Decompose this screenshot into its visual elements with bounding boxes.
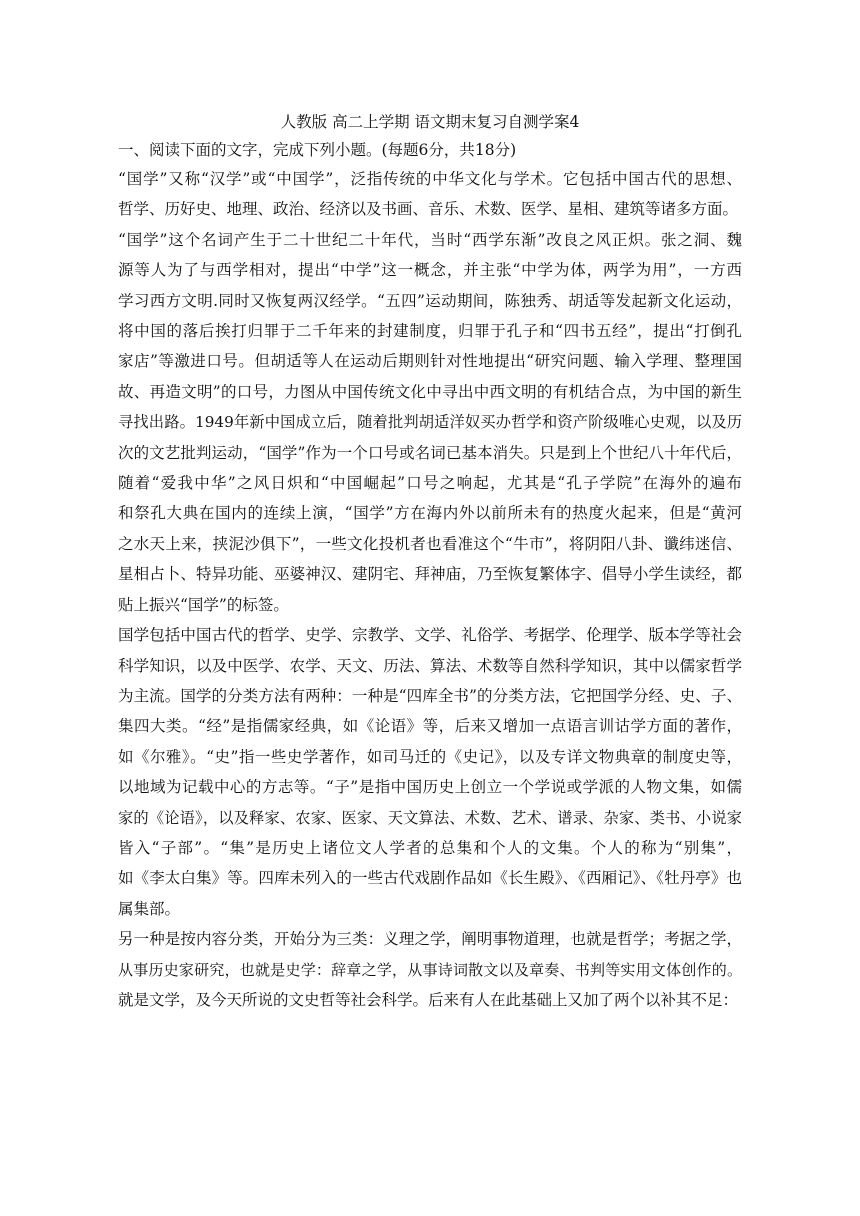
document-page (118, 108, 742, 1015)
paragraph-line: 星相占卜、特异功能、巫婆神汉、建阴宅、拜神庙，乃至恢复繁体字、倡导小学生读经，都 (118, 565, 742, 584)
document-title: 人教版 高二上学期 语文期末复习自测学案4 (280, 113, 580, 131)
paragraph-line: 家店”等激进口号。但胡适等人在运动后期则针对性地提出“研究问题、输入学理、整理国 (118, 352, 742, 371)
passage-paragraph (118, 620, 742, 924)
passage-paragraph (118, 225, 742, 620)
passage-body (118, 164, 742, 1015)
paragraph-line: 次的文艺批判运动，“国学”作为一个口号或名词已基本消失。只是到上个世纪八十年代后， (118, 443, 742, 462)
paragraph-line: 将中国的落后挨打归罪于二千年来的封建制度，归罪于孔子和“四书五经”，提出“打倒孔 (118, 322, 742, 341)
paragraph-line: 属集部。 (118, 899, 181, 918)
paragraph-line: 另一种是按内容分类，开始分为三类：义理之学，阐明事物道理，也就是哲学；考据之学， (118, 930, 742, 949)
paragraph-line: 就是文学，及今天所说的文史哲等社会科学。后来有人在此基础上又加了两个以补其不足： (118, 990, 739, 1009)
paragraph-line: 之水天上来，挟泥沙俱下”，一些文化投机者也看准这个“牛市”，将阴阳八卦、谶纬迷信、 (118, 534, 742, 553)
paragraph-line: 贴上振兴“国学”的标签。 (118, 595, 289, 614)
paragraph-line: 皆入“子部”。“集”是历史上诸位文人学者的总集和个人的文集。个人的称为“别集”， (118, 838, 742, 857)
paragraph-line: “国学”这个名词产生于二十世纪二十年代，当时“西学东渐”改良之风正炽。张之洞、魏 (118, 230, 742, 249)
paragraph-line: 学习西方文明.同时又恢复两汉经学。“五四”运动期间，陈独秀、胡适等发起新文化运动， (118, 291, 742, 310)
passage-paragraph (118, 924, 742, 1015)
paragraph-line: 随着“爱我中华”之风日炽和“中国崛起”口号之响起，尤其是“孔子学院”在海外的遍布 (118, 474, 742, 493)
passage-paragraph (118, 164, 742, 225)
paragraph-line: 以地域为记载中心的方志等。“子”是指中国历史上创立一个学说或学派的人物文集，如儒 (118, 778, 742, 797)
paragraph-line: 故、再造文明”的口号，力图从中国传统文化中寻出中西文明的有机结合点，为中国的新生 (118, 382, 742, 401)
paragraph-line: 和祭孔大典在国内的连续上演，“国学”方在海内外以前所未有的热度火起来，但是“黄河 (118, 504, 742, 523)
paragraph-line: 从事历史家研究，也就是史学：辞章之学，从事诗词散文以及章奏、书判等实用文体创作的。 (118, 960, 742, 979)
paragraph-line: 寻找出路。1949年新中国成立后，随着批判胡适洋奴买办哲学和资产阶级唯心史观，以及历 (118, 413, 742, 432)
paragraph-line: 科学知识，以及中医学、农学、天文、历法、算法、术数等自然科学知识，其中以儒家哲学 (118, 656, 742, 675)
paragraph-line: 如《尔雅》。“史”指一些史学著作，如司马迁的《史记》，以及专详文物典章的制度史等， (118, 747, 742, 766)
paragraph-line: 国学包括中国古代的哲学、史学、宗教学、文学、礼俗学、考据学、伦理学、版本学等社会 (118, 626, 742, 645)
paragraph-line: 哲学、历好史、地理、政治、经济以及书画、音乐、术数、医学、星相、建筑等诸多方面。 (118, 200, 739, 219)
section-instruction: 一、阅读下面的文字，完成下列小题。(每题6分，共18分) (118, 141, 517, 159)
paragraph-line: 如《李太白集》等。四库未列入的一些古代戏剧作品如《长生殿》、《西厢记》、《牡丹亭》也 (118, 869, 742, 888)
paragraph-line: 为主流。国学的分类方法有两种：一种是“四库全书”的分类方法，它把国学分经、史、子、 (118, 686, 742, 705)
paragraph-line: 家的《论语》，以及释家、农家、医家、天文算法、术数、艺术、谱录、杂家、类书、小说家 (118, 808, 742, 827)
paragraph-line: 源等人为了与西学相对，提出“中学”这一概念，并主张“中学为体，两学为用”，一方西 (118, 261, 742, 280)
paragraph-line: “国学”又称“汉学”或“中国学”，泛指传统的中华文化与学术。它包括中国古代的思想、 (118, 170, 742, 188)
paragraph-line: 集四大类。“经”是指儒家经典，如《论语》等，后来又增加一点语言训诂学方面的著作， (118, 717, 742, 736)
